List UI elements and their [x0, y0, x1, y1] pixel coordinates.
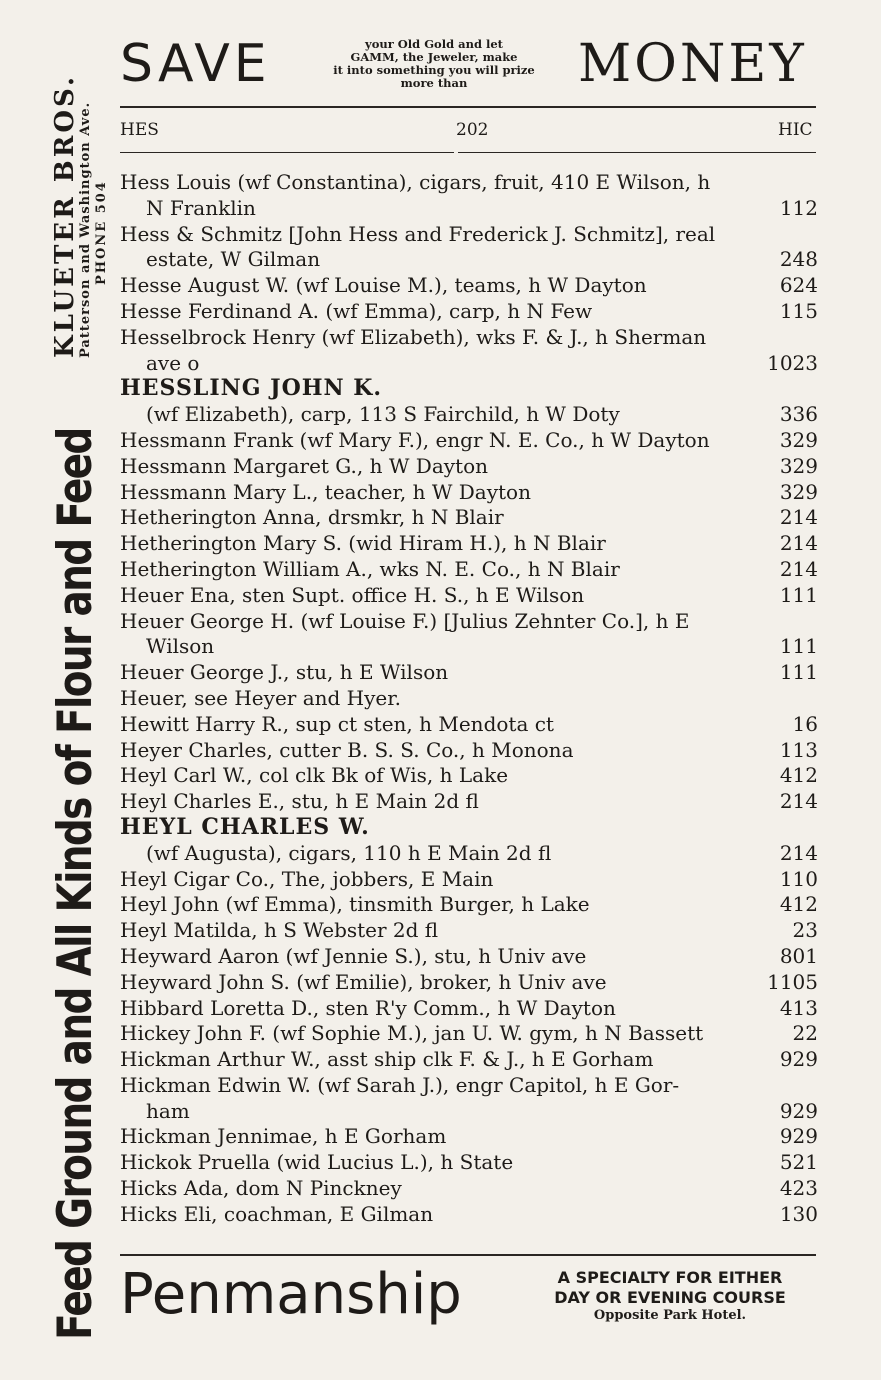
entry-line: [120, 1099, 818, 1125]
directory-entry: [120, 763, 818, 789]
entry-text: Hewitt Harry R., sup ct sten, h Mendota ct: [120, 711, 554, 736]
entry-number: 214: [779, 840, 818, 865]
top-ad-pitch-line: GAMM, the Jeweler, make: [350, 50, 518, 64]
entry-line: [120, 1047, 818, 1073]
directory-entry: [120, 815, 818, 867]
entry-number: 214: [779, 531, 818, 556]
top-ad-pitch-line: more than: [400, 76, 468, 90]
entry-number: 113: [779, 737, 818, 762]
directory-entry: [120, 1150, 818, 1176]
top-advertisement: [120, 30, 820, 102]
entry-text: Hetherington Anna, drsmkr, h N Blair: [120, 505, 504, 530]
entry-number: 521: [779, 1150, 818, 1175]
entry-line: [120, 686, 818, 712]
entry-text: Heuer George H. (wf Louise F.) [Julius Zehnter Co.], h E: [120, 608, 690, 633]
entry-number: 130: [779, 1201, 818, 1226]
directory-entry: [120, 376, 818, 428]
header-rule-left: [120, 152, 454, 153]
entry-text: Hicks Ada, dom N Pinckney: [120, 1176, 402, 1201]
entry-text: Hickey John F. (wf Sophie M.), jan U. W. gym, h N Bassett: [120, 1021, 704, 1046]
entry-number: 412: [779, 892, 818, 917]
directory-entry: [120, 1021, 818, 1047]
directory-entry: [120, 273, 818, 299]
entry-line: [120, 170, 818, 196]
page-number: 202: [456, 120, 489, 140]
directory-entry: [120, 583, 818, 609]
header-right-guide: HIC: [778, 120, 813, 140]
top-ad-pitch-line: your Old Gold and let: [365, 37, 503, 51]
entry-number: 1105: [767, 969, 818, 994]
entry-text: Heyward Aaron (wf Jennie S.), stu, h Univ ave: [120, 943, 587, 968]
entry-line: [120, 1150, 818, 1176]
entry-number: 413: [779, 995, 818, 1020]
directory-entry: [120, 789, 818, 815]
entry-text: Heyl Carl W., col clk Bk of Wis, h Lake: [120, 763, 509, 788]
top-ad-pitch: [318, 38, 550, 90]
entry-number: 423: [779, 1176, 818, 1201]
directory-entry: [120, 325, 818, 377]
entry-text: ave o: [146, 350, 200, 375]
entry-line: [120, 1202, 818, 1228]
entry-number: 1023: [767, 350, 818, 375]
entry-text: ham: [146, 1098, 190, 1123]
entry-text: Hicks Eli, coachman, E Gilman: [120, 1201, 434, 1226]
entry-text: (wf Elizabeth), carp, 113 S Fairchild, h W Doty: [146, 402, 620, 427]
side-ad-phone: PHONE 504: [94, 180, 109, 285]
bottom-advertisement: [120, 1262, 820, 1342]
entry-line: [120, 660, 818, 686]
entry-line: [120, 1021, 818, 1047]
entry-line: [120, 996, 818, 1022]
entry-number: 110: [779, 866, 818, 891]
directory-entry: [120, 1202, 818, 1228]
entry-line: [120, 351, 818, 377]
entry-number: 929: [779, 1124, 818, 1149]
entry-line: [120, 712, 818, 738]
directory-entry: [120, 1073, 818, 1125]
entry-number: 115: [779, 298, 818, 323]
entry-line: [120, 918, 818, 944]
directory-entry: [120, 1124, 818, 1150]
entry-text: Hickman Jennimae, h E Gorham: [120, 1124, 447, 1149]
top-ad-save: SAVE: [120, 34, 271, 94]
entry-number: 214: [779, 505, 818, 530]
bottom-ad-line: Opposite Park Hotel.: [593, 1308, 747, 1323]
entry-text: Hibbard Loretta D., sten R'y Comm., h W Dayton: [120, 995, 616, 1020]
entry-line: [120, 196, 818, 222]
entry-number: 111: [779, 582, 818, 607]
entry-number: 23: [792, 918, 818, 943]
directory-entry: [120, 996, 818, 1022]
bottom-ad-line: A SPECIALTY FOR EITHER: [557, 1268, 783, 1287]
entry-text: Wilson: [146, 634, 215, 659]
entry-text: Hickman Edwin W. (wf Sarah J.), engr Capitol, h E Gor-: [120, 1072, 680, 1097]
directory-entry: [120, 428, 818, 454]
entry-text: Heyward John S. (wf Emilie), broker, h Univ ave: [120, 969, 607, 994]
side-ad-address: Patterson and Washington Ave.: [78, 101, 93, 358]
entry-text: Hetherington William A., wks N. E. Co., h N Blair: [120, 556, 620, 581]
entry-number: 329: [779, 453, 818, 478]
entry-text: Heyl Charles E., stu, h E Main 2d fl: [120, 789, 479, 814]
directory-entry: [120, 1176, 818, 1202]
entry-line: [120, 1176, 818, 1202]
directory-entry: [120, 918, 818, 944]
directory-entry: [120, 480, 818, 506]
header-left-guide: HES: [120, 120, 159, 140]
bottom-ad-details: [524, 1268, 816, 1324]
entry-number: 22: [792, 1021, 818, 1046]
entry-text: Hesse Ferdinand A. (wf Emma), carp, h N Few: [120, 298, 593, 323]
directory-entry: [120, 557, 818, 583]
entry-text: Heuer George J., stu, h E Wilson: [120, 660, 449, 685]
entry-text: Hetherington Mary S. (wid Hiram H.), h N Blair: [120, 531, 606, 556]
entry-line: [120, 970, 818, 996]
entry-line: [120, 892, 818, 918]
entry-display-name: HEYL CHARLES W.: [120, 813, 370, 840]
directory-entry: [120, 738, 818, 764]
directory-entry: [120, 531, 818, 557]
entry-text: Hessmann Margaret G., h W Dayton: [120, 453, 488, 478]
entry-line: [120, 428, 818, 454]
directory-entry: [120, 505, 818, 531]
entry-text: Hesselbrock Henry (wf Elizabeth), wks F. & J., h Sherman: [120, 324, 707, 349]
entry-line: [120, 325, 818, 351]
entry-line: [120, 763, 818, 789]
entry-line: [120, 841, 818, 867]
entry-text: N Franklin: [146, 195, 256, 220]
entry-number: 111: [779, 660, 818, 685]
bottom-ad-penmanship: Penmanship: [120, 1262, 462, 1327]
entry-text: estate, W Gilman: [146, 247, 321, 272]
entry-number: 329: [779, 427, 818, 452]
side-ad-main-text: Feed Ground and All Kinds of Flour and Feed: [48, 428, 103, 1341]
entry-text: Heyl John (wf Emma), tinsmith Burger, h Lake: [120, 892, 590, 917]
entry-text: Heuer Ena, sten Supt. office H. S., h E Wilson: [120, 582, 585, 607]
entry-text: Heyer Charles, cutter B. S. S. Co., h Monona: [120, 737, 574, 762]
entry-text: Hessmann Mary L., teacher, h W Dayton: [120, 479, 531, 504]
entry-line: [120, 531, 818, 557]
entry-display-name: HESSLING JOHN K.: [120, 375, 383, 402]
entry-line: [120, 1073, 818, 1099]
entry-text: Hickman Arthur W., asst ship clk F. & J., h E Gorham: [120, 1047, 654, 1072]
entry-text: Heuer, see Heyer and Hyer.: [120, 685, 401, 710]
entry-line: [120, 1124, 818, 1150]
entry-text: (wf Augusta), cigars, 110 h E Main 2d fl: [146, 840, 552, 865]
entry-line: [120, 789, 818, 815]
entry-number: 16: [792, 711, 818, 736]
entry-text: Heyl Matilda, h S Webster 2d fl: [120, 918, 439, 943]
bottom-ad-line: DAY OR EVENING COURSE: [554, 1288, 786, 1307]
entry-number: 624: [779, 273, 818, 298]
directory-entry: [120, 686, 818, 712]
directory-entry: [120, 944, 818, 970]
entry-text: Hess & Schmitz [John Hess and Frederick J. Schmitz], real: [120, 221, 716, 246]
top-ad-pitch-line: it into something you will prize: [333, 63, 535, 77]
entry-line: [120, 944, 818, 970]
entry-number: 336: [779, 402, 818, 427]
entry-line: [120, 247, 818, 273]
entry-line: [120, 738, 818, 764]
entry-number: 111: [779, 634, 818, 659]
entry-line: [120, 480, 818, 506]
entry-text: Hess Louis (wf Constantina), cigars, fruit, 410 E Wilson, h: [120, 170, 711, 194]
directory-entry: [120, 609, 818, 661]
entry-line: [120, 402, 818, 428]
entry-line: [120, 557, 818, 583]
entry-number: 929: [779, 1098, 818, 1123]
entry-line: [120, 505, 818, 531]
entry-number: 214: [779, 789, 818, 814]
directory-entry: [120, 712, 818, 738]
directory-entry: [120, 660, 818, 686]
top-ad-money: MONEY: [578, 34, 807, 94]
entry-text: Hickok Pruella (wid Lucius L.), h State: [120, 1150, 514, 1175]
entry-line: [120, 454, 818, 480]
entry-number: 214: [779, 556, 818, 581]
directory-entry: [120, 222, 818, 274]
directory-entry: [120, 299, 818, 325]
entry-text: Hesse August W. (wf Louise M.), teams, h W Dayton: [120, 273, 647, 298]
entry-line: [120, 273, 818, 299]
entry-line: [120, 609, 818, 635]
header-rule-right: [458, 152, 816, 153]
entry-line: [120, 583, 818, 609]
directory-entry: [120, 892, 818, 918]
entry-text: Heyl Cigar Co., The, jobbers, E Main: [120, 866, 494, 891]
entry-number: 329: [779, 479, 818, 504]
entry-number: 248: [779, 247, 818, 272]
entry-line: [120, 299, 818, 325]
directory-entry: [120, 170, 818, 222]
bottom-rule: [120, 1254, 816, 1256]
entry-number: 929: [779, 1047, 818, 1072]
entry-line: [120, 222, 818, 248]
directory-entry: [120, 867, 818, 893]
entry-number: 801: [779, 943, 818, 968]
entry-number: 112: [779, 195, 818, 220]
top-rule: [120, 106, 816, 108]
directory-entry: [120, 970, 818, 996]
entry-text: Hessmann Frank (wf Mary F.), engr N. E. Co., h W Dayton: [120, 427, 710, 452]
entry-number: 412: [779, 763, 818, 788]
side-ad-company-name: KLUETER BROS.: [50, 74, 80, 358]
entry-line: [120, 634, 818, 660]
directory-entry: [120, 1047, 818, 1073]
entry-line: [120, 867, 818, 893]
directory-entry: [120, 454, 818, 480]
directory-entries: [120, 170, 818, 1228]
